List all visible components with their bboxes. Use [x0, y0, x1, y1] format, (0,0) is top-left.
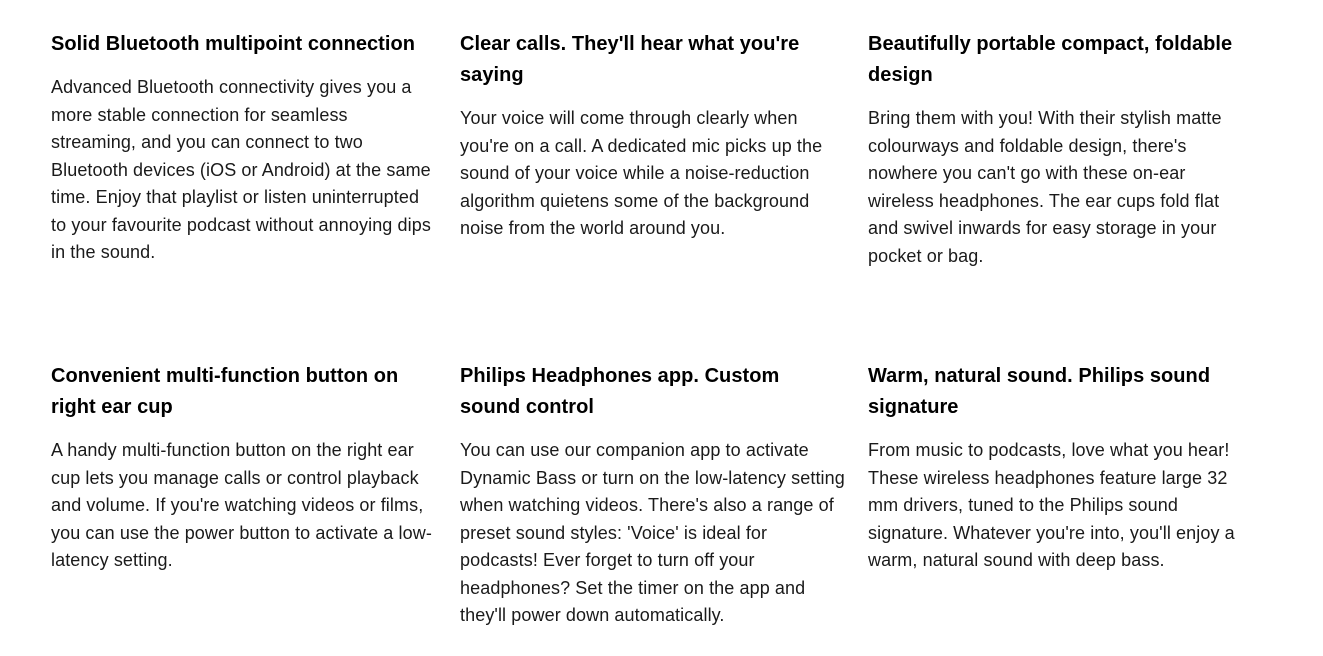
feature-description: Bring them with you! With their stylish matte colourways and foldable design, there's nowhere you can't go with these on-ear wireless headphones. The ear cups fold flat and swivel inwards for easy storage in your pocket or bag. [868, 108, 1222, 266]
feature-title: Philips Headphones app. Custom sound control [460, 365, 780, 418]
feature-card-multipoint [51, 29, 436, 267]
feature-card-portable-design [868, 29, 1253, 270]
feature-description: Your voice will come through clearly when you're on a call. A dedicated mic picks up the sound of your voice while a noise-reduction algorithm quietens some of the background noise from the world around you. [460, 108, 823, 238]
feature-title: Clear calls. They'll hear what you're saying [460, 33, 800, 86]
feature-card-headphones-app [460, 361, 845, 630]
feature-card-clear-calls [460, 29, 845, 243]
feature-title: Solid Bluetooth multipoint connection [51, 33, 416, 55]
feature-description: You can use our companion app to activate Dynamic Bass or turn on the low-latency setting when watching videos. There's also a range of preset sound styles: 'Voice' is ideal for podcasts! Ever forget to turn off your headphones? Set the timer on the app and they'll power down automatically. [460, 440, 845, 625]
feature-description: A handy multi-function button on the right ear cup lets you manage calls or control playback and volume. If you're watching videos or films, you can use the power button to activate a low-latency setting. [51, 440, 432, 570]
feature-card-multi-function-button [51, 361, 436, 575]
feature-description: Advanced Bluetooth connectivity gives you a more stable connection for seamless streaming, and you can connect to two Bluetooth devices (iOS or Android) at the same time. Enjoy that playlist or listen uninterrupted to your favourite podcast without annoying dips in the sound. [51, 77, 431, 262]
feature-title: Warm, natural sound. Philips sound signature [868, 365, 1211, 418]
feature-card-sound-signature [868, 361, 1253, 575]
feature-title: Beautifully portable compact, foldable design [868, 33, 1233, 86]
feature-title: Convenient multi-function button on right ear cup [51, 365, 399, 418]
feature-description: From music to podcasts, love what you hear! These wireless headphones feature large 32 mm drivers, tuned to the Philips sound signature. Whatever you're into, you'll enjoy a warm, natural sound with deep bass. [868, 440, 1235, 570]
